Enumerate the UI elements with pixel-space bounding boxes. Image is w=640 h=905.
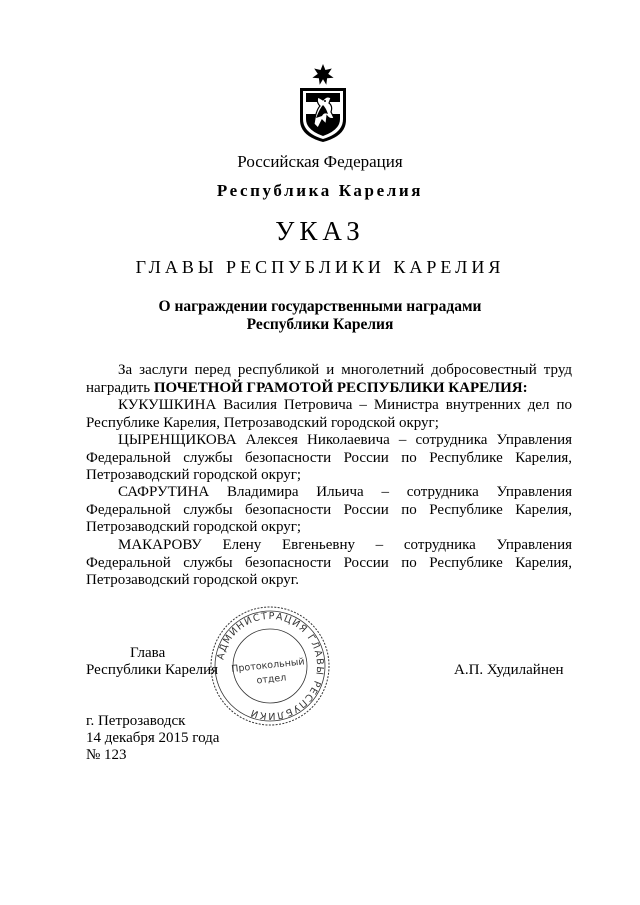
awardee-text: ЦЫРЕНЩИКОВА Алексея Николаевича – сотрудника Управления Федеральной службы безопасности России по Республике Карелия, Петрозаводский городской округ;	[86, 432, 572, 483]
awardee-item	[86, 432, 572, 485]
karelia-coat-of-arms-icon	[296, 62, 350, 144]
stamp-ring-text: АДМИНИСТРАЦИЯ ГЛАВЫ РЕСПУБЛИКИ	[215, 610, 326, 722]
issue-date: 14 декабря 2015 года	[86, 730, 220, 746]
subject-line-1: О награждении государственными наградами	[158, 298, 482, 315]
awardee-item	[86, 484, 572, 537]
republic-name: Республика Карелия	[216, 181, 424, 200]
awardee-text: МАКАРОВУ Елену Евгеньевну – сотрудника Управления Федеральной службы безопасности России по Республике Карелия, Петрозаводский городской округ.	[86, 537, 572, 588]
awardee-item	[86, 397, 572, 432]
decree-number: № 123	[86, 747, 127, 763]
stamp-center-line-1: Протокольный	[230, 656, 306, 676]
intro-text: За заслуги перед республикой и многолетний добросовестный труд наградить	[86, 362, 572, 396]
awardee-item	[86, 537, 572, 590]
award-name: ПОЧЕТНОЙ ГРАМОТОЙ РЕСПУБЛИКИ КАРЕЛИЯ:	[153, 379, 528, 396]
signatory-title-line-1: Глава	[130, 645, 166, 661]
awardee-text: КУКУШКИНА Василия Петровича – Министра внутренних дел по Республике Карелия, Петрозаводский городской округ;	[86, 397, 572, 431]
issuer: ГЛАВЫ РЕСПУБЛИКИ КАРЕЛИЯ	[135, 257, 505, 277]
issue-place: г. Петрозаводск	[86, 713, 186, 729]
signatory-title-line-2: Республики Карелия	[86, 662, 219, 678]
country-name: Российская Федерация	[237, 152, 403, 171]
subject-line-2: Республики Карелия	[246, 316, 394, 333]
document-type: УКАЗ	[275, 216, 365, 246]
stamp-center-line-2: отдел	[255, 672, 287, 687]
signatory-name: А.П. Худилайнен	[454, 662, 564, 678]
awardee-text: САФРУТИНА Владимира Ильича – сотрудника Управления Федеральной службы безопасности России по Республике Карелия, Петрозаводский городской округ;	[86, 484, 572, 535]
official-stamp	[208, 604, 332, 728]
intro-paragraph	[86, 362, 572, 397]
